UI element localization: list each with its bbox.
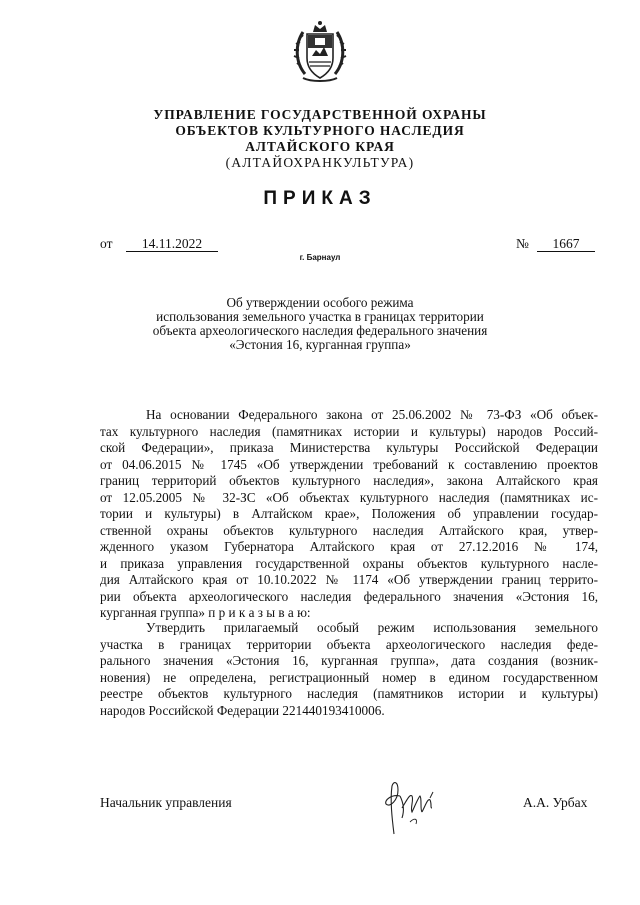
subject-line: «Эстония 16, курганная группа»	[229, 337, 411, 352]
handwritten-signature-icon	[380, 778, 450, 836]
body-line: участка в границах территории объекта археологического наследия феде-	[100, 636, 598, 652]
number-label: №	[516, 236, 529, 251]
body-line: рии объекта археологического наследия федерального значения «Эстония 16,	[100, 588, 598, 604]
document-type-title: ПРИКАЗ	[263, 188, 377, 209]
subject-line: объекта археологического наследия федерального значения	[152, 323, 488, 338]
body-line: курганная группа» п р и к а з ы в а ю:	[100, 605, 311, 620]
org-name-line-3: АЛТАЙСКОГО КРАЯ	[245, 139, 395, 154]
body-line: границ территорий объектов культурного наследия», закона Алтайского края	[100, 473, 598, 488]
body-line: ственной охраны объектов культурного наследия Алтайского края, утвер-	[100, 522, 598, 538]
body-paragraph-basis	[100, 407, 598, 622]
body-line: Утвердить прилагаемый особый режим использования земельного	[146, 620, 598, 635]
body-line: от 04.06.2015 № 1745 «Об утверждении требований к составлению проектов	[100, 456, 598, 472]
body-line: На основании Федерального закона от 25.06.2002 № 73-ФЗ «Об объек-	[146, 407, 598, 422]
body-line: новения) не определена, регистрационный номер в едином государственном	[100, 669, 598, 685]
body-line: от 12.05.2005 № 32-ЗС «Об объектах культурного наследия (памятниках ис-	[100, 489, 598, 505]
body-line: тах культурного наследия (памятниках истории и культуры) народов Россий-	[100, 423, 598, 439]
body-line: дия Алтайского края от 10.10.2022 № 1174 «Об утверждении границ террито-	[100, 572, 598, 587]
signatory-name: А.А. Урбах	[523, 795, 588, 810]
signatory-position: Начальник управления	[100, 795, 232, 810]
org-name-line-2: ОБЪЕКТОВ КУЛЬТУРНОГО НАСЛЕДИЯ	[175, 123, 465, 138]
body-line: ской Федерации», приказа Министерства культуры Российской Федерации	[100, 440, 598, 455]
body-line: реестре объектов культурного наследия (памятников истории и культуры)	[100, 686, 598, 701]
order-number: 1667	[537, 236, 595, 252]
body-line: народов Российской Федерации 221440193410006.	[100, 702, 385, 718]
org-short-name: (АЛТАЙОХРАНКУЛЬТУРА)	[225, 155, 415, 170]
subject-line: Об утверждении особого режима	[226, 295, 414, 310]
body-paragraph-order	[100, 620, 598, 719]
subject-line: использования земельного участка в границах территории	[156, 309, 484, 324]
body-line: и приказа управления государственной охраны объектов культурного насле-	[100, 555, 598, 571]
body-line: тории и культуры) в Алтайском крае», Положения об управлении государ-	[100, 506, 598, 521]
coat-of-arms-icon	[293, 18, 347, 86]
date-label: от	[100, 236, 113, 251]
city-label: г. Барнаул	[299, 253, 341, 262]
order-date: 14.11.2022	[126, 236, 218, 252]
org-name-line-1: УПРАВЛЕНИЕ ГОСУДАРСТВЕННОЙ ОХРАНЫ	[153, 107, 487, 122]
body-line: рального значения «Эстония 16, курганная группа», дата создания (возник-	[100, 653, 598, 668]
body-line: жденного указом Губернатора Алтайского края от 27.12.2016 № 174,	[100, 539, 598, 554]
